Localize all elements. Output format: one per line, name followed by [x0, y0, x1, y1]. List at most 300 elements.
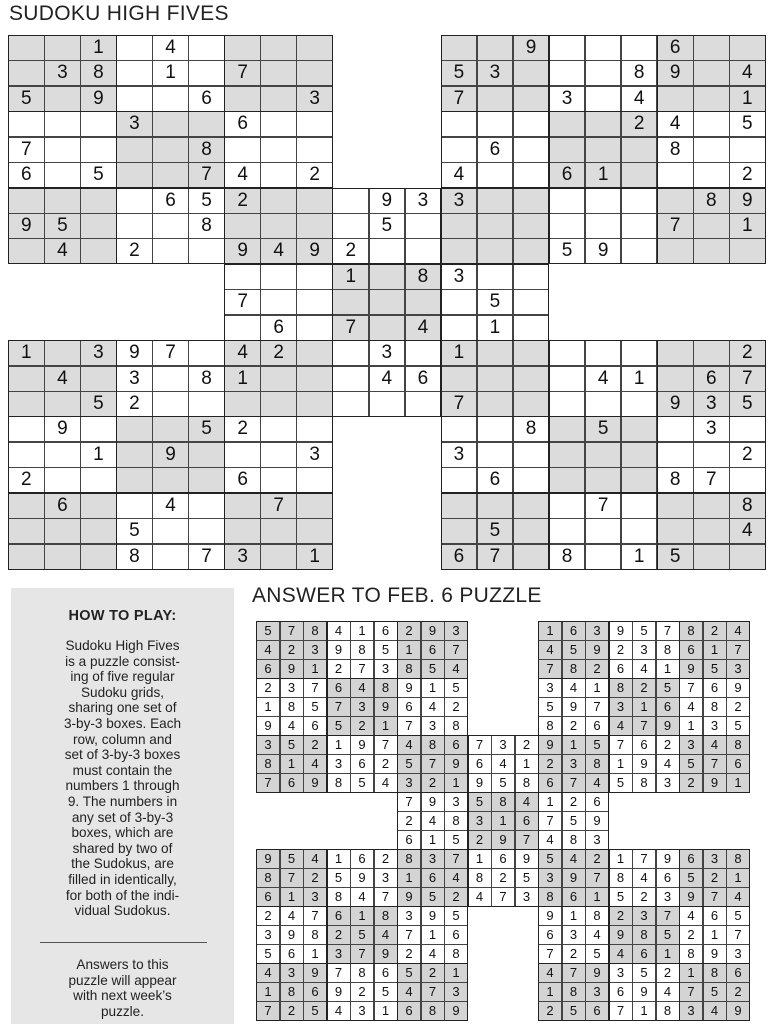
sudoku-cell[interactable]: [621, 467, 658, 493]
sudoku-cell[interactable]: 6: [549, 162, 586, 188]
sudoku-cell[interactable]: [296, 35, 333, 61]
sudoku-cell[interactable]: [188, 60, 225, 86]
sudoku-cell[interactable]: [296, 111, 333, 137]
sudoku-cell[interactable]: 1: [80, 35, 117, 61]
sudoku-cell[interactable]: [549, 188, 586, 214]
sudoku-cell[interactable]: [332, 366, 369, 392]
sudoku-cell[interactable]: 8: [80, 60, 117, 86]
sudoku-cell[interactable]: 3: [441, 442, 478, 468]
sudoku-cell[interactable]: 7: [188, 162, 225, 188]
sudoku-cell[interactable]: 9: [296, 238, 333, 264]
sudoku-cell[interactable]: [260, 289, 297, 315]
sudoku-cell[interactable]: [693, 162, 730, 188]
sudoku-cell[interactable]: [513, 518, 550, 544]
sudoku-cell[interactable]: [116, 188, 153, 214]
sudoku-cell[interactable]: 6: [693, 366, 730, 392]
sudoku-cell[interactable]: 2: [621, 111, 658, 137]
sudoku-cell[interactable]: 4: [224, 162, 261, 188]
sudoku-cell[interactable]: 9: [116, 340, 153, 366]
sudoku-cell[interactable]: 5: [188, 416, 225, 442]
sudoku-cell[interactable]: [152, 467, 189, 493]
sudoku-cell[interactable]: 8: [657, 137, 694, 163]
sudoku-cell[interactable]: [621, 213, 658, 239]
sudoku-cell[interactable]: 4: [369, 366, 406, 392]
sudoku-cell[interactable]: 7: [8, 137, 45, 163]
sudoku-cell[interactable]: [585, 111, 622, 137]
sudoku-cell[interactable]: [621, 442, 658, 468]
sudoku-cell[interactable]: [296, 493, 333, 519]
sudoku-cell[interactable]: [477, 35, 514, 61]
sudoku-cell[interactable]: 9: [513, 35, 550, 61]
sudoku-cell[interactable]: [513, 366, 550, 392]
sudoku-cell[interactable]: [693, 111, 730, 137]
sudoku-cell[interactable]: [621, 188, 658, 214]
sudoku-cell[interactable]: [224, 137, 261, 163]
sudoku-cell[interactable]: [477, 213, 514, 239]
sudoku-cell[interactable]: [405, 213, 442, 239]
sudoku-cell[interactable]: 4: [44, 366, 81, 392]
sudoku-cell[interactable]: 7: [332, 315, 369, 341]
sudoku-cell[interactable]: [260, 60, 297, 86]
sudoku-cell[interactable]: [549, 60, 586, 86]
sudoku-cell[interactable]: 4: [729, 60, 766, 86]
sudoku-cell[interactable]: [224, 493, 261, 519]
sudoku-cell[interactable]: 2: [224, 188, 261, 214]
sudoku-cell[interactable]: 6: [477, 467, 514, 493]
sudoku-cell[interactable]: 4: [260, 238, 297, 264]
sudoku-cell[interactable]: [513, 315, 550, 341]
sudoku-cell[interactable]: [585, 467, 622, 493]
sudoku-cell[interactable]: [549, 493, 586, 519]
sudoku-cell[interactable]: [441, 467, 478, 493]
sudoku-cell[interactable]: 7: [441, 391, 478, 417]
sudoku-cell[interactable]: [296, 213, 333, 239]
sudoku-cell[interactable]: 7: [729, 366, 766, 392]
sudoku-cell[interactable]: [224, 35, 261, 61]
sudoku-cell[interactable]: 7: [477, 544, 514, 570]
sudoku-cell[interactable]: 1: [80, 442, 117, 468]
sudoku-cell[interactable]: [188, 238, 225, 264]
sudoku-cell[interactable]: 8: [549, 544, 586, 570]
sudoku-cell[interactable]: [693, 137, 730, 163]
sudoku-cell[interactable]: [585, 213, 622, 239]
sudoku-cell[interactable]: [8, 188, 45, 214]
sudoku-cell[interactable]: [405, 289, 442, 315]
sudoku-cell[interactable]: [441, 111, 478, 137]
sudoku-cell[interactable]: [621, 340, 658, 366]
sudoku-cell[interactable]: [585, 35, 622, 61]
sudoku-cell[interactable]: 1: [729, 86, 766, 112]
sudoku-cell[interactable]: [188, 442, 225, 468]
sudoku-cell[interactable]: [224, 86, 261, 112]
sudoku-cell[interactable]: [8, 544, 45, 570]
sudoku-cell[interactable]: [116, 442, 153, 468]
sudoku-cell[interactable]: 8: [621, 60, 658, 86]
sudoku-cell[interactable]: [657, 518, 694, 544]
sudoku-cell[interactable]: [80, 213, 117, 239]
sudoku-cell[interactable]: 1: [332, 264, 369, 290]
sudoku-cell[interactable]: 3: [80, 340, 117, 366]
sudoku-cell[interactable]: [513, 289, 550, 315]
sudoku-cell[interactable]: [657, 416, 694, 442]
sudoku-cell[interactable]: [332, 213, 369, 239]
sudoku-cell[interactable]: [152, 518, 189, 544]
sudoku-cell[interactable]: [513, 544, 550, 570]
sudoku-cell[interactable]: 5: [477, 518, 514, 544]
sudoku-cell[interactable]: [729, 467, 766, 493]
sudoku-cell[interactable]: [549, 391, 586, 417]
sudoku-cell[interactable]: [260, 35, 297, 61]
sudoku-cell[interactable]: 4: [729, 518, 766, 544]
sudoku-cell[interactable]: [513, 188, 550, 214]
sudoku-cell[interactable]: [441, 35, 478, 61]
sudoku-cell[interactable]: [80, 188, 117, 214]
sudoku-cell[interactable]: 3: [44, 60, 81, 86]
sudoku-cell[interactable]: [296, 518, 333, 544]
sudoku-cell[interactable]: 5: [441, 60, 478, 86]
sudoku-cell[interactable]: 5: [80, 162, 117, 188]
sudoku-cell[interactable]: [152, 137, 189, 163]
sudoku-cell[interactable]: 5: [8, 86, 45, 112]
sudoku-cell[interactable]: [477, 442, 514, 468]
sudoku-cell[interactable]: [260, 467, 297, 493]
sudoku-cell[interactable]: [621, 416, 658, 442]
sudoku-cell[interactable]: 6: [441, 544, 478, 570]
sudoku-cell[interactable]: [260, 86, 297, 112]
sudoku-cell[interactable]: [513, 238, 550, 264]
sudoku-cell[interactable]: 8: [188, 213, 225, 239]
sudoku-cell[interactable]: [188, 467, 225, 493]
sudoku-cell[interactable]: 2: [260, 340, 297, 366]
sudoku-cell[interactable]: 7: [441, 86, 478, 112]
sudoku-cell[interactable]: [296, 391, 333, 417]
sudoku-cell[interactable]: 6: [8, 162, 45, 188]
sudoku-cell[interactable]: 1: [296, 544, 333, 570]
sudoku-cell[interactable]: [296, 416, 333, 442]
sudoku-cell[interactable]: [8, 35, 45, 61]
sudoku-cell[interactable]: 3: [296, 442, 333, 468]
sudoku-cell[interactable]: 4: [152, 35, 189, 61]
sudoku-cell[interactable]: [513, 111, 550, 137]
sudoku-cell[interactable]: 8: [116, 544, 153, 570]
sudoku-cell[interactable]: [369, 315, 406, 341]
sudoku-cell[interactable]: [657, 188, 694, 214]
sudoku-cell[interactable]: [44, 35, 81, 61]
sudoku-cell[interactable]: [260, 391, 297, 417]
sudoku-cell[interactable]: 8: [513, 416, 550, 442]
sudoku-cell[interactable]: 6: [152, 188, 189, 214]
sudoku-cell[interactable]: [729, 137, 766, 163]
sudoku-cell[interactable]: 9: [369, 188, 406, 214]
sudoku-cell[interactable]: [152, 391, 189, 417]
sudoku-cell[interactable]: 1: [477, 315, 514, 341]
sudoku-cell[interactable]: [8, 416, 45, 442]
sudoku-cell[interactable]: 5: [44, 213, 81, 239]
sudoku-cell[interactable]: [513, 264, 550, 290]
sudoku-cell[interactable]: [44, 544, 81, 570]
sudoku-cell[interactable]: [369, 264, 406, 290]
sudoku-cell[interactable]: 8: [657, 467, 694, 493]
sudoku-cell[interactable]: [296, 366, 333, 392]
sudoku-cell[interactable]: 2: [729, 340, 766, 366]
sudoku-cell[interactable]: 2: [116, 238, 153, 264]
sudoku-cell[interactable]: [621, 238, 658, 264]
sudoku-cell[interactable]: 3: [693, 391, 730, 417]
sudoku-cell[interactable]: [441, 366, 478, 392]
sudoku-cell[interactable]: 9: [80, 86, 117, 112]
sudoku-cell[interactable]: 5: [116, 518, 153, 544]
sudoku-cell[interactable]: 6: [224, 111, 261, 137]
sudoku-cell[interactable]: [693, 518, 730, 544]
sudoku-cell[interactable]: [477, 416, 514, 442]
sudoku-cell[interactable]: 7: [693, 467, 730, 493]
sudoku-cell[interactable]: [260, 518, 297, 544]
sudoku-cell[interactable]: 9: [657, 391, 694, 417]
sudoku-cell[interactable]: 1: [224, 366, 261, 392]
sudoku-cell[interactable]: [188, 493, 225, 519]
sudoku-cell[interactable]: [8, 60, 45, 86]
sudoku-cell[interactable]: [80, 111, 117, 137]
sudoku-cell[interactable]: 3: [405, 188, 442, 214]
sudoku-cell[interactable]: [729, 416, 766, 442]
sudoku-cell[interactable]: 6: [188, 86, 225, 112]
sudoku-cell[interactable]: 4: [657, 111, 694, 137]
sudoku-cell[interactable]: [116, 467, 153, 493]
sudoku-cell[interactable]: [585, 340, 622, 366]
sudoku-cell[interactable]: [513, 162, 550, 188]
sudoku-cell[interactable]: [80, 544, 117, 570]
sudoku-cell[interactable]: [513, 137, 550, 163]
sudoku-cell[interactable]: 6: [405, 366, 442, 392]
sudoku-cell[interactable]: [296, 315, 333, 341]
sudoku-cell[interactable]: [296, 188, 333, 214]
sudoku-cell[interactable]: [585, 518, 622, 544]
sudoku-cell[interactable]: [441, 238, 478, 264]
sudoku-cell[interactable]: 1: [585, 162, 622, 188]
sudoku-cell[interactable]: [477, 111, 514, 137]
sudoku-cell[interactable]: [224, 315, 261, 341]
sudoku-cell[interactable]: [693, 60, 730, 86]
sudoku-cell[interactable]: 4: [224, 340, 261, 366]
sudoku-cell[interactable]: [549, 35, 586, 61]
sudoku-cell[interactable]: [405, 238, 442, 264]
sudoku-cell[interactable]: [513, 391, 550, 417]
sudoku-cell[interactable]: 2: [729, 162, 766, 188]
sudoku-cell[interactable]: [657, 86, 694, 112]
sudoku-cell[interactable]: [405, 340, 442, 366]
sudoku-cell[interactable]: [513, 340, 550, 366]
sudoku-cell[interactable]: 5: [729, 391, 766, 417]
sudoku-cell[interactable]: 9: [729, 188, 766, 214]
sudoku-cell[interactable]: [8, 518, 45, 544]
sudoku-cell[interactable]: 6: [657, 35, 694, 61]
sudoku-cell[interactable]: 4: [585, 366, 622, 392]
sudoku-cell[interactable]: 9: [8, 213, 45, 239]
sudoku-cell[interactable]: [549, 137, 586, 163]
sudoku-cell[interactable]: [152, 544, 189, 570]
sudoku-cell[interactable]: [477, 188, 514, 214]
sudoku-cell[interactable]: [80, 518, 117, 544]
sudoku-cell[interactable]: [585, 391, 622, 417]
sudoku-cell[interactable]: 7: [188, 544, 225, 570]
sudoku-cell[interactable]: [80, 467, 117, 493]
sudoku-cell[interactable]: [693, 442, 730, 468]
sudoku-cell[interactable]: [296, 340, 333, 366]
sudoku-cell[interactable]: [405, 391, 442, 417]
sudoku-cell[interactable]: [152, 162, 189, 188]
sudoku-cell[interactable]: [729, 35, 766, 61]
sudoku-cell[interactable]: 9: [224, 238, 261, 264]
sudoku-cell[interactable]: 5: [729, 111, 766, 137]
sudoku-cell[interactable]: [188, 111, 225, 137]
sudoku-cell[interactable]: [80, 238, 117, 264]
sudoku-cell[interactable]: [8, 238, 45, 264]
sudoku-cell[interactable]: [621, 35, 658, 61]
sudoku-cell[interactable]: [44, 467, 81, 493]
sudoku-cell[interactable]: [549, 111, 586, 137]
sudoku-cell[interactable]: [260, 188, 297, 214]
sudoku-cell[interactable]: [152, 213, 189, 239]
sudoku-cell[interactable]: [477, 86, 514, 112]
sudoku-cell[interactable]: [332, 188, 369, 214]
sudoku-cell[interactable]: [441, 416, 478, 442]
sudoku-cell[interactable]: [44, 137, 81, 163]
sudoku-cell[interactable]: [80, 416, 117, 442]
sudoku-cell[interactable]: [693, 35, 730, 61]
sudoku-cell[interactable]: [116, 137, 153, 163]
sudoku-cell[interactable]: [44, 86, 81, 112]
sudoku-cell[interactable]: [513, 86, 550, 112]
sudoku-cell[interactable]: 2: [116, 391, 153, 417]
sudoku-cell[interactable]: 9: [585, 238, 622, 264]
sudoku-cell[interactable]: [693, 544, 730, 570]
sudoku-cell[interactable]: [477, 391, 514, 417]
sudoku-cell[interactable]: [441, 137, 478, 163]
sudoku-cell[interactable]: [8, 442, 45, 468]
sudoku-cell[interactable]: [585, 188, 622, 214]
sudoku-cell[interactable]: [441, 289, 478, 315]
sudoku-cell[interactable]: 3: [693, 416, 730, 442]
sudoku-cell[interactable]: [260, 111, 297, 137]
sudoku-cell[interactable]: [621, 137, 658, 163]
sudoku-cell[interactable]: 4: [152, 493, 189, 519]
sudoku-cell[interactable]: [152, 366, 189, 392]
sudoku-cell[interactable]: [513, 213, 550, 239]
sudoku-cell[interactable]: [152, 416, 189, 442]
sudoku-cell[interactable]: [44, 391, 81, 417]
sudoku-cell[interactable]: [8, 111, 45, 137]
sudoku-cell[interactable]: [116, 162, 153, 188]
sudoku-cell[interactable]: [260, 162, 297, 188]
sudoku-cell[interactable]: [332, 289, 369, 315]
sudoku-cell[interactable]: [116, 35, 153, 61]
sudoku-cell[interactable]: 9: [152, 442, 189, 468]
sudoku-cell[interactable]: 8: [188, 366, 225, 392]
sudoku-cell[interactable]: [693, 493, 730, 519]
sudoku-cell[interactable]: [296, 264, 333, 290]
sudoku-cell[interactable]: [549, 467, 586, 493]
sudoku-cell[interactable]: 2: [224, 416, 261, 442]
sudoku-cell[interactable]: [296, 289, 333, 315]
sudoku-cell[interactable]: 5: [477, 289, 514, 315]
sudoku-cell[interactable]: 3: [116, 366, 153, 392]
sudoku-cell[interactable]: 6: [44, 493, 81, 519]
sudoku-cell[interactable]: 5: [585, 416, 622, 442]
sudoku-cell[interactable]: 4: [405, 315, 442, 341]
sudoku-cell[interactable]: [513, 442, 550, 468]
sudoku-cell[interactable]: [188, 35, 225, 61]
sudoku-cell[interactable]: [44, 162, 81, 188]
sudoku-cell[interactable]: [152, 238, 189, 264]
sudoku-cell[interactable]: [477, 340, 514, 366]
sudoku-cell[interactable]: [441, 518, 478, 544]
sudoku-cell[interactable]: [116, 60, 153, 86]
sudoku-cell[interactable]: [369, 289, 406, 315]
sudoku-cell[interactable]: [549, 213, 586, 239]
sudoku-cell[interactable]: [116, 493, 153, 519]
sudoku-cell[interactable]: 7: [657, 213, 694, 239]
sudoku-cell[interactable]: 6: [224, 467, 261, 493]
sudoku-cell[interactable]: [224, 518, 261, 544]
sudoku-cell[interactable]: [369, 238, 406, 264]
sudoku-cell[interactable]: [260, 544, 297, 570]
sudoku-cell[interactable]: [116, 416, 153, 442]
sudoku-cell[interactable]: [116, 86, 153, 112]
sudoku-cell[interactable]: [549, 416, 586, 442]
sudoku-cell[interactable]: 1: [621, 544, 658, 570]
sudoku-cell[interactable]: [369, 391, 406, 417]
sudoku-cell[interactable]: [441, 213, 478, 239]
sudoku-cell[interactable]: 4: [44, 238, 81, 264]
sudoku-cell[interactable]: [8, 366, 45, 392]
sudoku-cell[interactable]: 7: [585, 493, 622, 519]
sudoku-cell[interactable]: 7: [152, 340, 189, 366]
sudoku-cell[interactable]: [549, 442, 586, 468]
sudoku-cell[interactable]: 5: [188, 188, 225, 214]
sudoku-cell[interactable]: [80, 493, 117, 519]
sudoku-cell[interactable]: [116, 213, 153, 239]
sudoku-cell[interactable]: [188, 340, 225, 366]
sudoku-cell[interactable]: 4: [441, 162, 478, 188]
sudoku-cell[interactable]: [44, 518, 81, 544]
sudoku-cell[interactable]: 8: [405, 264, 442, 290]
sudoku-cell[interactable]: 9: [44, 416, 81, 442]
sudoku-cell[interactable]: 8: [693, 188, 730, 214]
sudoku-cell[interactable]: [585, 137, 622, 163]
sudoku-cell[interactable]: 5: [369, 213, 406, 239]
sudoku-cell[interactable]: [44, 340, 81, 366]
sudoku-cell[interactable]: [44, 188, 81, 214]
sudoku-cell[interactable]: 8: [729, 493, 766, 519]
sudoku-cell[interactable]: [44, 442, 81, 468]
sudoku-cell[interactable]: [296, 60, 333, 86]
sudoku-cell[interactable]: 8: [188, 137, 225, 163]
sudoku-cell[interactable]: [477, 366, 514, 392]
sudoku-cell[interactable]: [8, 391, 45, 417]
sudoku-cell[interactable]: 1: [152, 60, 189, 86]
sudoku-cell[interactable]: [260, 137, 297, 163]
sudoku-cell[interactable]: [549, 366, 586, 392]
sudoku-cell[interactable]: [224, 442, 261, 468]
sudoku-cell[interactable]: 3: [549, 86, 586, 112]
sudoku-cell[interactable]: [693, 213, 730, 239]
sudoku-cell[interactable]: 2: [729, 442, 766, 468]
sudoku-cell[interactable]: [513, 60, 550, 86]
sudoku-cell[interactable]: [188, 391, 225, 417]
sudoku-cell[interactable]: [260, 442, 297, 468]
sudoku-cell[interactable]: [441, 315, 478, 341]
sudoku-cell[interactable]: 7: [224, 289, 261, 315]
